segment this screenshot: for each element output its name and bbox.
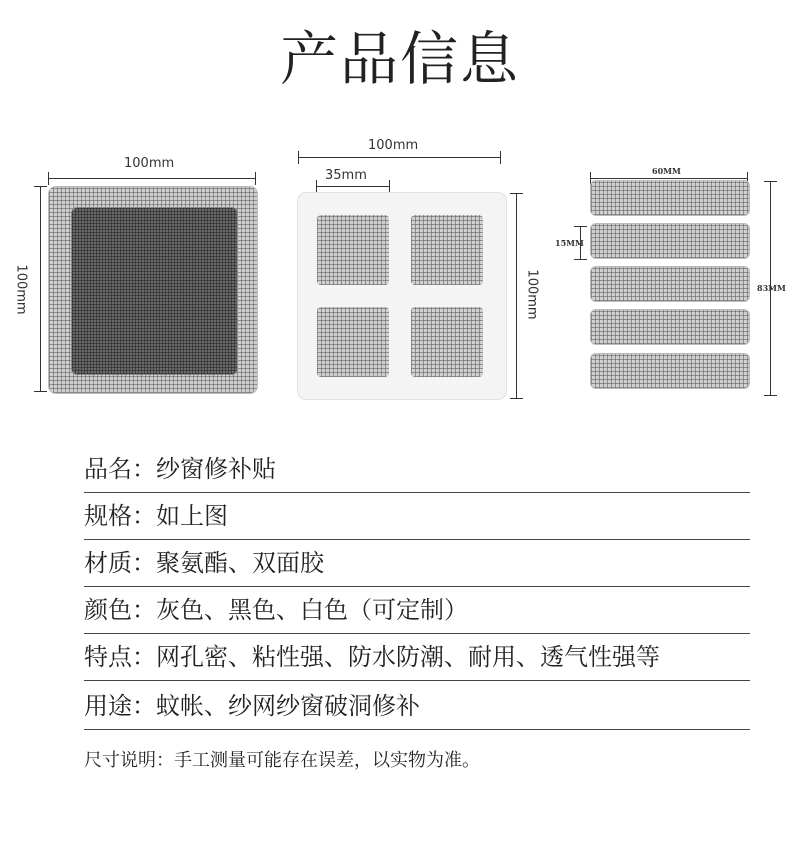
mesh-strip-2 [590,223,750,259]
info-row-name [84,446,750,493]
info-value: 纱窗修补贴 [156,455,276,483]
square-mesh-patch [48,186,258,394]
p3-strip-height-label: 15MM [555,238,584,248]
p3-width-label: 60MM [652,166,681,176]
info-row-material [84,540,750,587]
mesh-window-top-left [317,215,389,285]
size-note: 尺寸说明：手工测量可能存在误差，以实物为准。 [84,750,480,771]
p1-height-dimension [40,186,41,392]
mesh-strip-4 [590,309,750,345]
mesh-window-top-right [411,215,483,285]
info-label: 用途： [84,692,156,720]
info-label: 颜色： [84,596,156,624]
mesh-window-bottom-left [317,307,389,377]
p2-width-label: 100mm [368,138,419,153]
info-value: 蚊帐、纱网纱窗破洞修补 [156,692,420,720]
mesh-strip-5 [590,353,750,389]
info-row-features [84,634,750,681]
square-patch-inner-mesh [71,207,238,375]
info-label: 材质： [84,549,156,577]
p2-height-label: 100mm [524,269,540,320]
mesh-strip-1 [590,180,750,216]
page-title: 产品信息 [279,25,520,93]
info-row-spec [84,493,750,540]
four-window-mesh-patch [298,193,506,399]
p3-width-dimension [590,178,748,179]
p2-width-dimension [298,157,501,158]
info-label: 规格： [84,502,156,530]
p1-height-label: 100mm [13,264,29,315]
info-label: 品名： [84,455,156,483]
p2-cell-label: 35mm [325,168,367,183]
info-value: 网孔密、粘性强、防水防潮、耐用、透气性强等 [156,643,660,671]
info-row-color [84,587,750,634]
p1-width-dimension [48,178,256,179]
mesh-window-bottom-right [411,307,483,377]
info-row-usage [84,683,750,730]
p2-height-dimension [516,193,517,399]
mesh-strip-3 [590,266,750,302]
info-value: 聚氨酯、双面胶 [156,549,324,577]
p1-width-label: 100mm [124,156,175,171]
p2-cell-dimension [316,186,390,187]
info-value: 灰色、黑色、白色（可定制） [156,596,468,624]
info-value: 如上图 [156,502,228,530]
p3-total-height-label: 83MM [757,283,786,293]
info-label: 特点： [84,643,156,671]
